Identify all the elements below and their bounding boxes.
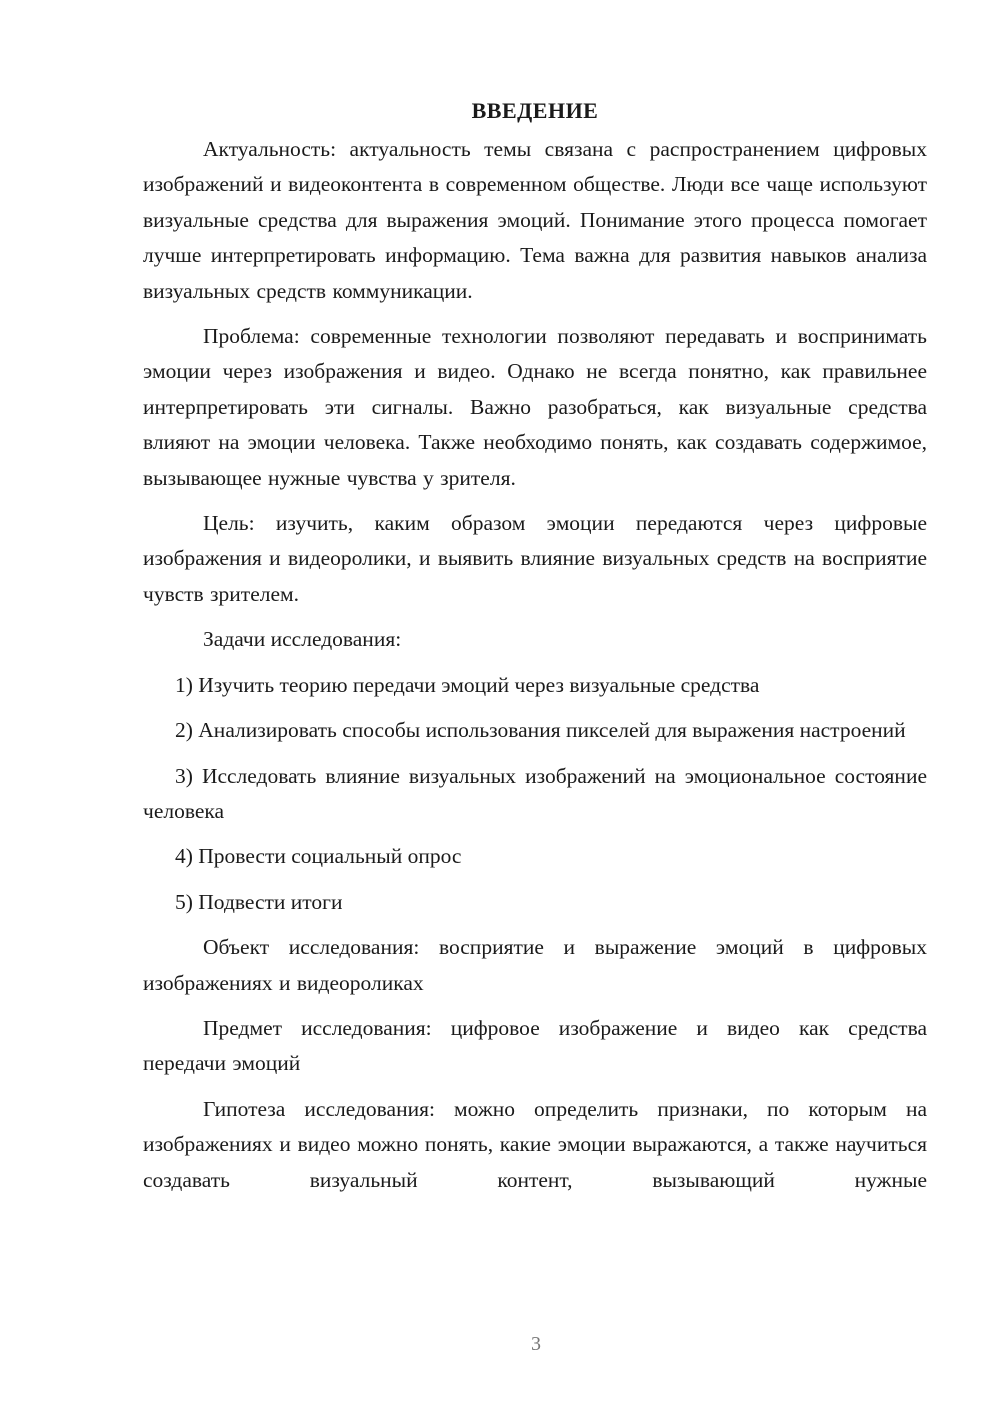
task-item-2: 2) Анализировать способы использования пикселей для выражения настроений [175,718,906,743]
paragraph-goal: Цель: изучить, каким образом эмоции передаются через цифровые изображения и видеоролики, и выявить влияние визуальных средств на восприятие чувств зрителем. [143,511,927,606]
task-item-3: 3) Исследовать влияние визуальных изображений на эмоциональное состояние человека [143,763,927,823]
task-item-5: 5) Подвести итоги [175,889,343,914]
page-content [143,93,927,1208]
paragraph-relevance: Актуальность: актуальность темы связана с распространением цифровых изображений и видеоконтента в современном обществе. Люди все чаще используют визуальные средства для выражения эмоций. Понимание этого процесса помогает лучше интерпретировать информацию. Тема важна для развития навыков анализа визуальных средств коммуникации. [143,137,927,303]
page-title: ВВЕДЕНИЕ [471,98,599,123]
paragraph-subject: Предмет исследования: цифровое изображение и видео как средства передачи эмоций [143,1015,927,1076]
tasks-heading: Задачи исследования: [203,627,402,652]
paragraph-object: Объект исследования: восприятие и выражение эмоций в цифровых изображениях и видеороликах [143,935,927,995]
page-number: 3 [531,1333,541,1355]
paragraph-problem: Проблема: современные технологии позволяют передавать и воспринимать эмоции через изображения и видео. Однако не всегда понятно, как правильнее интерпретировать эти сигналы. Важно разобраться, как визуальные средства влияют на эмоции человека. Также необходимо понять, как создавать содержимое, вызывающее нужные чувства у зрителя. [143,324,927,490]
task-item-1: 1) Изучить теорию передачи эмоций через визуальные средства [175,672,760,697]
task-item-4: 4) Провести социальный опрос [175,844,462,869]
paragraph-hypothesis: Гипотеза исследования: можно определить признаки, по которым на изображениях и видео можно понять, какие эмоции выражаются, а также научиться создавать визуальный контент, вызывающий нужные [143,1096,927,1192]
